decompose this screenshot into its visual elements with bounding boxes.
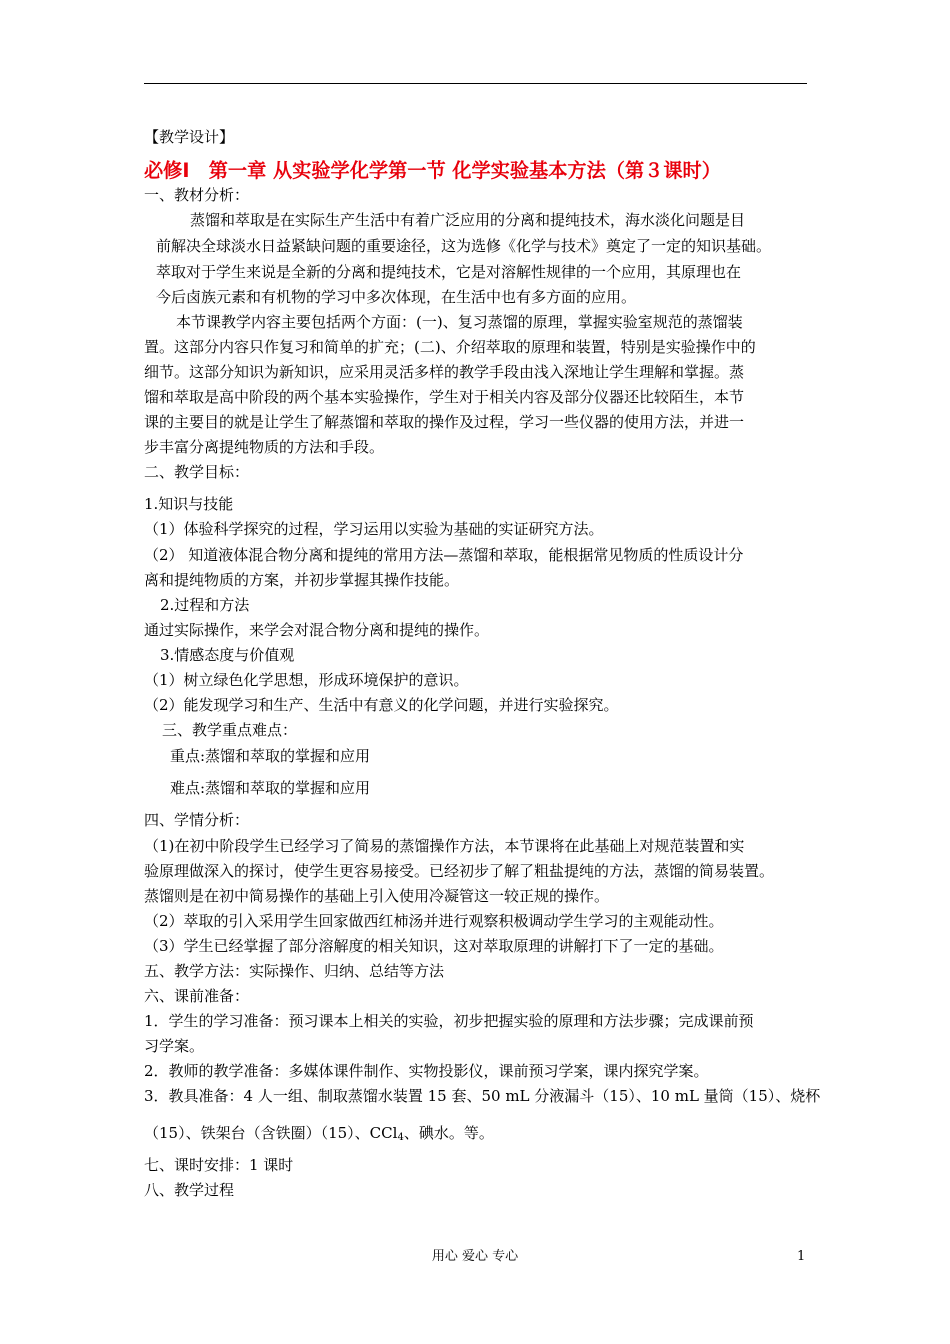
- analysis-item-2: （2）萃取的引入采用学生回家做西红柿汤并进行观察积极调动学生学习的主观能动性。: [144, 912, 724, 930]
- section-6-heading: 六、课前准备：: [144, 987, 250, 1005]
- goal-1-item-1: （1）体验科学探究的过程，学习运用以实验为基础的实证研究方法。: [144, 520, 604, 538]
- prep-item-3-tail: 、碘水。等。: [403, 1124, 494, 1142]
- key-point: 重点:蒸馏和萃取的掌握和应用: [170, 747, 371, 765]
- paragraph-line: 馏和萃取是高中阶段的两个基本实验操作，学生对于相关内容及部分仪器还比较陌生，本节: [144, 388, 745, 406]
- paragraph-line: 蒸馏则是在初中简易操作的基础上引入使用冷凝管这一较正规的操作。: [144, 887, 610, 905]
- paragraph-line: 前解决全球淡水日益紧缺问题的重要途径，这为选修《化学与技术》奠定了一定的知识基础。: [156, 237, 772, 255]
- paragraph-line: 课的主要目的就是让学生了解蒸馏和萃取的操作及过程，学习一些仪器的使用方法，并进一: [144, 413, 745, 431]
- goal-1-item-2-cont: 离和提纯物质的方案，并初步掌握其操作技能。: [144, 571, 460, 589]
- goal-3-item-1: （1）树立绿色化学思想，形成环境保护的意识。: [144, 671, 469, 689]
- analysis-item-3: （3）学生已经掌握了部分溶解度的相关知识，这对萃取原理的讲解打下了一定的基础。: [144, 937, 724, 955]
- prep-item-3-cont: [144, 1123, 494, 1143]
- paragraph-line: 本节课教学内容主要包括两个方面：(一)、复习蒸馏的原理，掌握实验室规范的蒸馏装: [176, 313, 743, 331]
- page-number: 1: [797, 1249, 806, 1264]
- paragraph-line: 今后卤族元素和有机物的学习中多次体现，在生活中也有多方面的应用。: [156, 288, 637, 306]
- goal-2-text: 通过实际操作，来学会对混合物分离和提纯的操作。: [144, 621, 490, 639]
- paragraph-line: 置。这部分内容只作复习和简单的扩充；(二)、介绍萃取的原理和装置，特别是实验操作中的: [144, 338, 756, 356]
- footer-text: 用心 爱心 专心: [431, 1249, 519, 1264]
- prep-item-3: 3．教具准备：4 人一组、制取蒸馏水装置 15 套、50 mL 分液漏斗（15）、10 mL 量筒（15）、烧杯: [144, 1087, 821, 1105]
- section-4-heading: 四、学情分析：: [144, 811, 250, 829]
- goal-2-heading: 2.过程和方法: [160, 596, 250, 614]
- prep-item-2: 2．教师的教学准备：多媒体课件制作、实物投影仪，课前预习学案，课内探究学案。: [144, 1062, 709, 1080]
- prep-item-1-cont: 习学案。: [144, 1037, 205, 1055]
- paragraph-line: 验原理做深入的探讨，使学生更容易接受。已经初步了解了粗盐提纯的方法，蒸馏的简易装置。: [144, 862, 775, 880]
- prep-item-3-text: （15）、铁架台（含铁圈）（15）、CCl: [144, 1124, 398, 1142]
- section-8: 八、教学过程: [144, 1181, 235, 1199]
- ccl4-subscript: 4: [397, 1132, 404, 1143]
- difficult-point: 难点:蒸馏和萃取的掌握和应用: [170, 779, 371, 797]
- goal-1-heading: 1.知识与技能: [144, 495, 234, 513]
- goal-3-item-2: （2）能发现学习和生产、生活中有意义的化学问题，并进行实验探究。: [144, 696, 619, 714]
- paragraph-line: 步丰富分离提纯物质的方法和手段。: [144, 438, 385, 456]
- paragraph-line: 萃取对于学生来说是全新的分离和提纯技术，它是对溶解性规律的一个应用，其原理也在: [156, 263, 742, 281]
- lesson-title: 必修I 第一章 从实验学化学第一节 化学实验基本方法（第３课时）: [144, 159, 721, 182]
- section-3-heading: 三、教学重点难点：: [162, 721, 298, 739]
- section-5: 五、教学方法：实际操作、归纳、总结等方法: [144, 962, 445, 980]
- prep-item-1: 1．学生的学习准备：预习课本上相关的实验，初步把握实验的原理和方法步骤；完成课前预: [144, 1012, 754, 1030]
- section-2-heading: 二、教学目标：: [144, 463, 250, 481]
- paragraph-line: 细节。这部分知识为新知识，应采用灵活多样的教学手段由浅入深地让学生理解和掌握。蒸: [144, 363, 745, 381]
- header-tag: 【教学设计】: [144, 128, 235, 146]
- header-rule: [144, 83, 807, 84]
- goal-3-heading: 3.情感态度与价值观: [160, 646, 295, 664]
- paragraph-line: （1)在初中阶段学生已经学习了简易的蒸馏操作方法，本节课将在此基础上对规范装置和实: [144, 837, 745, 855]
- section-1-heading: 一、教材分析：: [144, 186, 250, 204]
- paragraph-line: 蒸馏和萃取是在实际生产生活中有着广泛应用的分离和提纯技术，海水淡化问题是目: [190, 211, 746, 229]
- goal-1-item-2: （2） 知道液体混合物分离和提纯的常用方法—蒸馏和萃取，能根据常见物质的性质设计分: [144, 546, 744, 564]
- section-7: 七、课时安排：1 课时: [144, 1156, 294, 1174]
